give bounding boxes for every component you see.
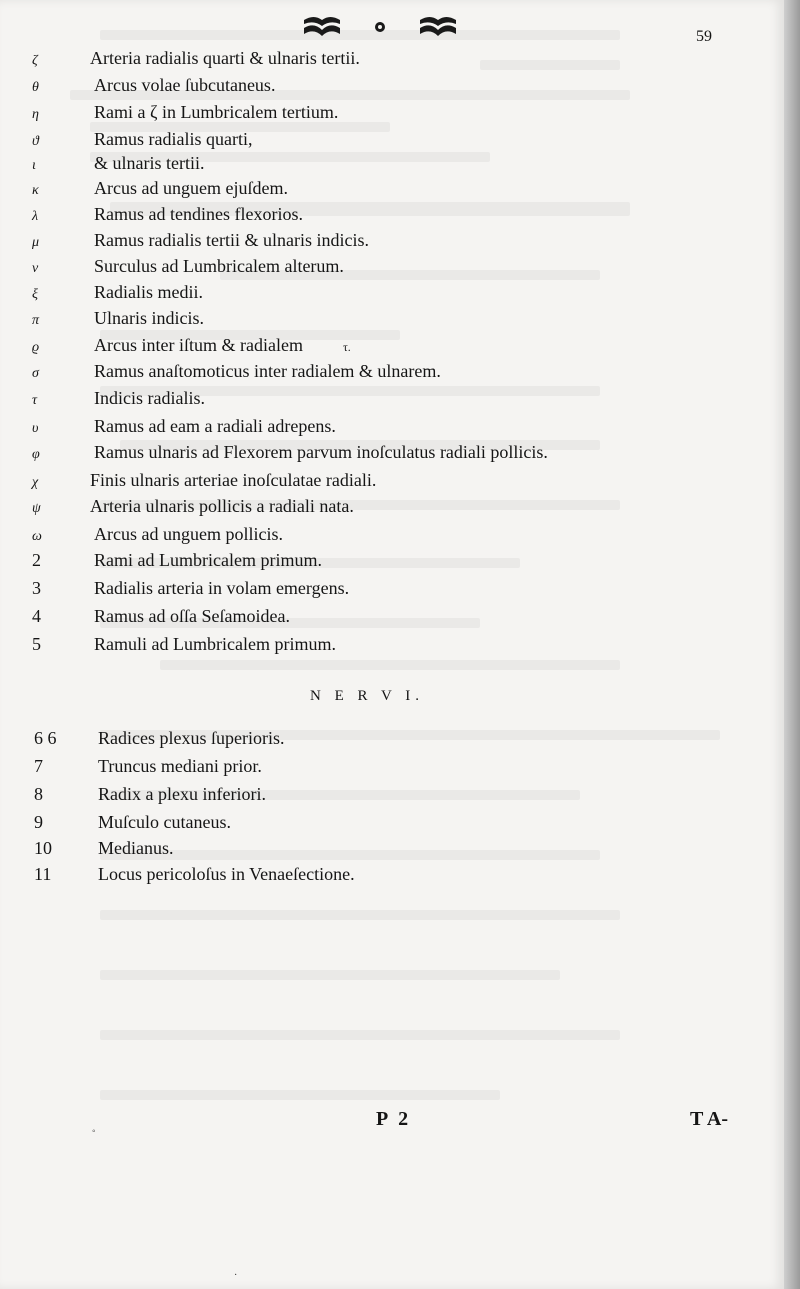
legend-number: 5 bbox=[32, 634, 41, 654]
legend-entry bbox=[30, 634, 336, 660]
legend-entry bbox=[30, 578, 349, 604]
legend-entry bbox=[30, 361, 441, 387]
legend-symbol: ϱ bbox=[32, 340, 40, 355]
legend-text: Ramus ad eam a radiali adrepens. bbox=[94, 416, 336, 436]
legend-entry bbox=[30, 282, 203, 308]
legend-entry bbox=[34, 864, 355, 890]
legend-text: Ulnaris indicis. bbox=[94, 308, 204, 328]
legend-symbol: ω bbox=[32, 529, 42, 544]
legend-text: Ramus ad oſſa Seſamoidea. bbox=[94, 606, 290, 626]
legend-entry bbox=[30, 524, 283, 550]
legend-number: 6 6 bbox=[34, 728, 57, 748]
legend-text: Radices plexus ſuperioris. bbox=[98, 728, 285, 748]
legend-entry bbox=[30, 335, 351, 361]
legend-entry bbox=[30, 256, 344, 282]
legend-entry bbox=[30, 470, 376, 496]
legend-number: 9 bbox=[34, 812, 43, 832]
legend-entry bbox=[30, 230, 369, 256]
legend-number: 8 bbox=[34, 784, 43, 804]
legend-number: 7 bbox=[34, 756, 43, 776]
legend-symbol: μ bbox=[32, 235, 40, 250]
section-heading-nerves: N E R V I. bbox=[310, 688, 425, 704]
legend-entry bbox=[34, 728, 284, 754]
legend-number: 2 bbox=[32, 550, 41, 570]
legend-text: Arteria radialis quarti & ulnaris tertii. bbox=[90, 48, 360, 68]
legend-text: Arcus ad unguem ejuſdem. bbox=[94, 178, 288, 198]
legend-symbol: η bbox=[32, 107, 39, 122]
legend-text: Ramus radialis tertii & ulnaris indicis. bbox=[94, 230, 369, 250]
legend-text: Truncus mediani prior. bbox=[98, 756, 262, 776]
legend-symbol: λ bbox=[32, 209, 39, 224]
legend-symbol: υ bbox=[32, 421, 39, 436]
legend-symbol: π bbox=[32, 313, 40, 328]
legend-text: Ramus ad tendines flexorios. bbox=[94, 204, 303, 224]
legend-text: Arcus inter iſtum & radialem bbox=[94, 335, 303, 355]
legend-text: Surculus ad Lumbricalem alterum. bbox=[94, 256, 344, 276]
legend-text: Radialis arteria in volam emergens. bbox=[94, 578, 350, 598]
legend-symbol: κ bbox=[32, 183, 39, 198]
printers-ornament-icon bbox=[300, 14, 460, 40]
legend-symbol: ϑ bbox=[32, 134, 39, 149]
catchword: T A- bbox=[690, 1108, 728, 1130]
page-edge-shadow bbox=[784, 0, 800, 1289]
legend-text: Rami ad Lumbricalem primum. bbox=[94, 550, 322, 570]
legend-text: Radix a plexu inferiori. bbox=[98, 784, 266, 804]
legend-text: & ulnaris tertii. bbox=[94, 153, 205, 173]
legend-symbol: ν bbox=[32, 261, 39, 276]
legend-symbol: ι bbox=[32, 158, 36, 173]
stray-ink-mark: ◦ bbox=[92, 1126, 96, 1137]
legend-entry bbox=[30, 48, 360, 74]
legend-entry bbox=[34, 838, 174, 864]
legend-symbol: τ bbox=[32, 393, 38, 408]
legend-symbol: χ bbox=[32, 475, 39, 490]
legend-number: 10 bbox=[34, 838, 52, 858]
legend-text: Radialis medii. bbox=[94, 282, 203, 302]
legend-symbol: φ bbox=[32, 447, 40, 462]
legend-text: Ramus radialis quarti, bbox=[94, 129, 253, 149]
legend-text: Ramus ulnaris ad Flexorem parvum inoſculatus radiali pollicis. bbox=[94, 442, 548, 462]
legend-entry bbox=[34, 756, 262, 782]
page-number: 59 bbox=[696, 28, 712, 45]
signature-mark: P 2 bbox=[376, 1108, 412, 1130]
legend-text: Arcus ad unguem pollicis. bbox=[94, 524, 283, 544]
legend-text: Finis ulnaris arteriae inoſculatae radiali. bbox=[90, 470, 377, 490]
legend-text-tail: τ. bbox=[342, 340, 351, 354]
legend-entry bbox=[30, 153, 204, 179]
legend-text: Indicis radialis. bbox=[94, 388, 205, 408]
legend-text: Medianus. bbox=[98, 838, 174, 858]
legend-number: 3 bbox=[32, 578, 41, 598]
legend-symbol: θ bbox=[32, 80, 39, 95]
legend-entry bbox=[30, 308, 204, 334]
legend-entry bbox=[30, 129, 252, 155]
legend-entry bbox=[30, 606, 290, 632]
legend-symbol: ξ bbox=[32, 287, 38, 302]
legend-text: Arteria ulnaris pollicis a radiali nata. bbox=[90, 496, 354, 516]
stray-ink-mark: · bbox=[234, 1270, 238, 1281]
legend-text: Rami a ζ in Lumbricalem tertium. bbox=[94, 102, 339, 122]
legend-entry bbox=[34, 784, 266, 810]
legend-entry bbox=[30, 75, 275, 101]
legend-entry bbox=[34, 812, 231, 838]
legend-entry bbox=[30, 102, 338, 128]
legend-symbol: ζ bbox=[32, 53, 38, 68]
legend-entry bbox=[30, 388, 205, 414]
legend-entry bbox=[30, 204, 303, 230]
legend-symbol: ψ bbox=[32, 501, 41, 516]
legend-symbol: σ bbox=[32, 366, 39, 381]
legend-text: Locus pericoloſus in Venaeſectione. bbox=[98, 864, 355, 884]
legend-number: 11 bbox=[34, 864, 52, 884]
legend-entry bbox=[30, 416, 336, 442]
legend-entry bbox=[30, 442, 548, 468]
legend-text: Muſculo cutaneus. bbox=[98, 812, 231, 832]
legend-text: Arcus volae ſubcutaneus. bbox=[94, 75, 276, 95]
legend-text: Ramuli ad Lumbricalem primum. bbox=[94, 634, 336, 654]
legend-text: Ramus anaſtomoticus inter radialem & ulnarem. bbox=[94, 361, 441, 381]
legend-entry bbox=[30, 496, 354, 522]
legend-number: 4 bbox=[32, 606, 41, 626]
legend-entry bbox=[30, 178, 288, 204]
legend-entry bbox=[30, 550, 322, 576]
